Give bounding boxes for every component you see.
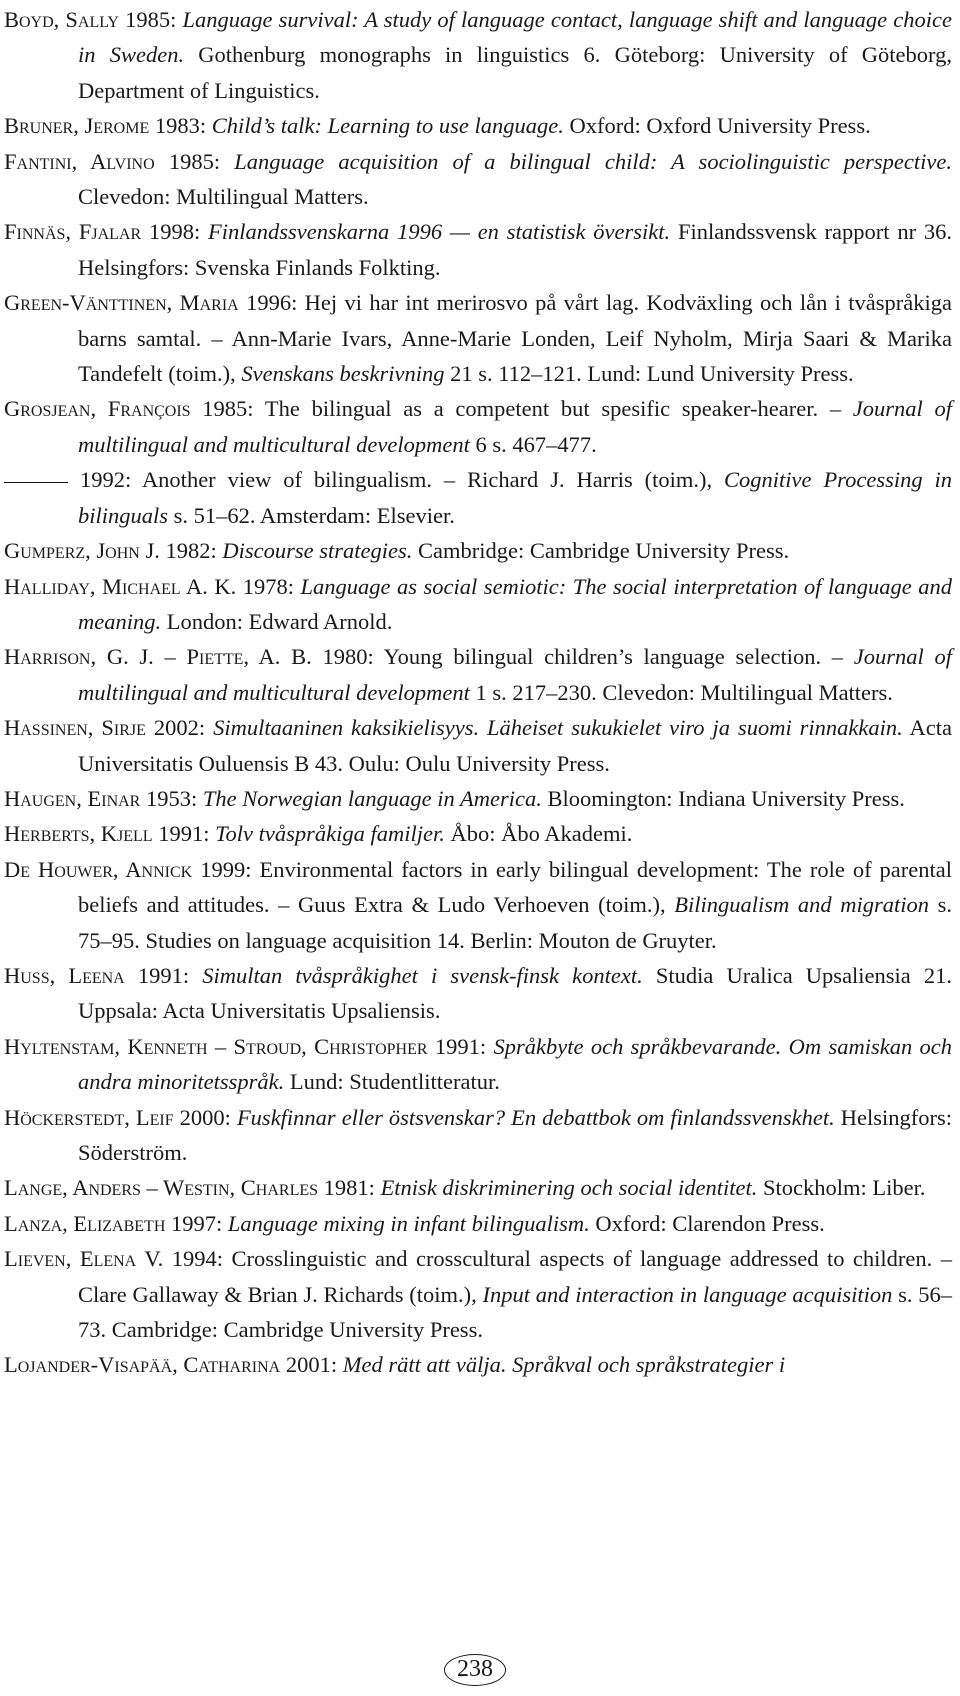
reference-author: Höckerstedt, Leif: [4, 1104, 174, 1130]
reference-author: Finnäs, Fjalar: [4, 219, 142, 245]
reference-entry: [4, 462, 952, 533]
reference-title: Language acquisition of a bilingual child: A sociolinguistic perspective.: [234, 148, 953, 174]
reference-author: Boyd, Sally: [4, 7, 119, 32]
reference-entry: [4, 852, 952, 958]
reference-description: Another view of bilingualism. – Richard J. Harris (toim.),: [141, 467, 713, 493]
reference-year: 1980:: [322, 644, 374, 670]
reference-year: 1991:: [137, 962, 190, 988]
reference-entry: [4, 108, 952, 143]
reference-year: 1991:: [158, 821, 210, 847]
reference-title: Input and interaction in language acquisition: [482, 1281, 893, 1307]
reference-author: Lieven, Elena: [4, 1246, 137, 1272]
reference-publication: Acta Universitatis Ouluensis B 43. Oulu: Oulu University Press.: [78, 715, 952, 776]
reference-title: Etnisk diskriminering och social identitet.: [380, 1175, 758, 1201]
reference-publication: Åbo: Åbo Akademi.: [450, 821, 633, 847]
reference-entry: [4, 1206, 952, 1241]
repeated-author-dash: [4, 482, 68, 483]
reference-title: Simultan tvåspråkighet i svensk-finsk kontext.: [202, 962, 643, 988]
reference-title: Simultaaninen kaksikielisyys. Läheiset sukukielet viro ja suomi rinnakkain.: [213, 715, 903, 741]
reference-entry: [4, 144, 952, 215]
reference-author: Bruner, Jerome: [4, 113, 150, 139]
reference-title: Discourse strategies.: [222, 538, 413, 564]
reference-title: Language mixing in infant bilingualism.: [227, 1210, 590, 1236]
reference-author: Fantini, Alvino: [4, 148, 155, 174]
reference-year: A. K. 1978:: [185, 573, 294, 599]
reference-publication: Oxford: Oxford University Press.: [569, 113, 871, 139]
reference-entry: [4, 1029, 952, 1100]
reference-publication: Helsingfors: Söderström.: [78, 1104, 953, 1165]
reference-year: 1985:: [125, 7, 177, 32]
reference-publication: s. 51–62. Amsterdam: Elsevier.: [173, 502, 455, 528]
reference-title: Bilingualism and migration: [674, 892, 929, 918]
reference-title: Finlandssvenskarna 1996 — en statistisk översikt.: [208, 219, 671, 245]
reference-list: [4, 2, 952, 1383]
reference-year: 1985:: [202, 396, 254, 422]
reference-entry: [4, 391, 952, 462]
reference-entry: [4, 1170, 952, 1205]
reference-title: Tolv tvåspråkiga familjer.: [215, 821, 445, 847]
reference-title: Språkbyte och språkbevarande. Om samiskan och andra minoritetsspråk.: [78, 1033, 953, 1095]
reference-year: 2000:: [179, 1104, 231, 1130]
reference-entry: [4, 1347, 952, 1382]
reference-publication: Gothenburg monographs in linguistics 6. Göteborg: University of Göteborg, Department of Linguistics.: [78, 42, 952, 103]
reference-year: 2002:: [153, 715, 206, 741]
reference-entry: [4, 2, 952, 108]
reference-year: 1981:: [323, 1175, 375, 1201]
reference-year: V. 1994:: [144, 1246, 224, 1272]
reference-entry: [4, 1100, 952, 1171]
reference-year: 1983:: [154, 113, 207, 139]
reference-year: 1991:: [434, 1033, 487, 1059]
reference-publication: s. 75–95. Studies on language acquisition 14. Berlin: Mouton de Gruyter.: [78, 892, 953, 953]
reference-author: Hyltenstam, Kenneth – Stroud, Christopher: [4, 1033, 428, 1059]
reference-entry: [4, 781, 952, 816]
reference-year: 1999:: [200, 856, 252, 882]
reference-publication: Bloomington: Indiana University Press.: [547, 785, 905, 811]
reference-year: 1998:: [148, 219, 201, 245]
reference-year: 1985:: [168, 148, 221, 174]
reference-description: The bilingual as a competent but spesific speaker-hearer. –: [264, 396, 842, 422]
reference-publication: Stockholm: Liber.: [763, 1175, 926, 1201]
reference-publication: Clevedon: Multilingual Matters.: [78, 184, 369, 210]
reference-description: Hej vi har int merirosvo på vårt lag. Kodväxling och lån i tvåspråkiga barns samtal. – Ann-Marie Ivars, Anne-Marie Londen, Leif Nyholm, Mirja Saari & Marika Tandefelt (toim.),: [78, 290, 952, 387]
reference-author: Grosjean, François: [4, 396, 191, 422]
reference-author: Lange, Anders – Westin, Charles: [4, 1175, 319, 1201]
reference-year: J. 1982:: [145, 538, 217, 564]
reference-publication: 1 s. 217–230. Clevedon: Multilingual Matters.: [475, 679, 893, 705]
reference-author: De Houwer, Annick: [4, 856, 193, 882]
reference-publication: London: Edward Arnold.: [166, 608, 393, 634]
reference-year: 1997:: [171, 1210, 223, 1236]
reference-publication: Studia Uralica Upsaliensia 21. Uppsala: Acta Universitatis Upsaliensis.: [78, 962, 953, 1024]
reference-author: Halliday, Michael: [4, 573, 181, 599]
reference-title: Language survival: A study of language contact, language shift and language choice in Sweden.: [78, 7, 952, 68]
reference-publication: Oxford: Clarendon Press.: [595, 1210, 825, 1236]
reference-publication: Lund: Studentlitteratur.: [289, 1069, 500, 1095]
reference-author: Herberts, Kjell: [4, 821, 153, 847]
reference-title: Child’s talk: Learning to use language.: [211, 113, 564, 139]
reference-year: 2001:: [285, 1352, 338, 1378]
reference-description: Environmental factors in early bilingual development: The role of parental beliefs and attitudes. – Guus Extra & Ludo Verhoeven (toim.),: [78, 856, 953, 918]
reference-author: Hassinen, Sirje: [4, 715, 146, 741]
reference-description: Crosslinguistic and crosscultural aspects of language addressed to children. – Clare Gallaway & Brian J. Richards (toim.),: [78, 1246, 952, 1307]
reference-year: 1992:: [80, 467, 132, 493]
reference-publication: 21 s. 112–121. Lund: Lund University Press.: [450, 361, 854, 387]
reference-author: Haugen, Einar: [4, 785, 141, 811]
reference-publication: Finlandssvensk rapport nr 36. Helsingfors: Svenska Finlands Folkting.: [78, 219, 953, 280]
reference-publication: s. 56–73. Cambridge: Cambridge University Press.: [78, 1281, 953, 1343]
reference-publication: 6 s. 467–477.: [475, 431, 597, 457]
reference-title: Journal of multilingual and multicultural development: [78, 644, 953, 705]
reference-author: Lojander-Visapää, Catharina: [4, 1352, 281, 1378]
reference-publication: Cambridge: Cambridge University Press.: [417, 538, 790, 564]
reference-title: The Norwegian language in America.: [202, 785, 542, 811]
reference-author: Gumperz, John: [4, 538, 140, 564]
reference-title: Journal of multilingual and multicultural development: [78, 396, 953, 457]
reference-title: Cognitive Processing in bilinguals: [78, 467, 953, 528]
reference-year: 1953:: [145, 785, 198, 811]
reference-entry: [4, 639, 952, 710]
reference-year: 1996:: [246, 290, 298, 316]
reference-entry: [4, 816, 952, 851]
reference-entry: [4, 533, 952, 568]
reference-entry: [4, 569, 952, 640]
reference-entry: [4, 1241, 952, 1347]
reference-author: Harrison, G. J. – Piette, A. B.: [4, 644, 312, 670]
reference-title: Language as social semiotic: The social interpretation of language and meaning.: [78, 573, 953, 634]
reference-author: Huss, Leena: [4, 962, 125, 988]
reference-entry: [4, 285, 952, 391]
reference-title: Med rätt att välja. Språkval och språkstrategier i: [342, 1352, 786, 1378]
reference-entry: [4, 214, 952, 285]
page-number: 238: [444, 1654, 506, 1686]
reference-entry: [4, 710, 952, 781]
reference-description: Young bilingual children’s language selection. –: [383, 644, 844, 670]
reference-entry: [4, 958, 952, 1029]
reference-author: Lanza, Elizabeth: [4, 1210, 166, 1236]
reference-author: Green-Vänttinen, Maria: [4, 290, 239, 316]
reference-title: Svenskans beskrivning: [241, 361, 445, 387]
reference-title: Fuskfinnar eller östsvenskar? En debattbok om finlandssvenskhet.: [236, 1104, 835, 1130]
